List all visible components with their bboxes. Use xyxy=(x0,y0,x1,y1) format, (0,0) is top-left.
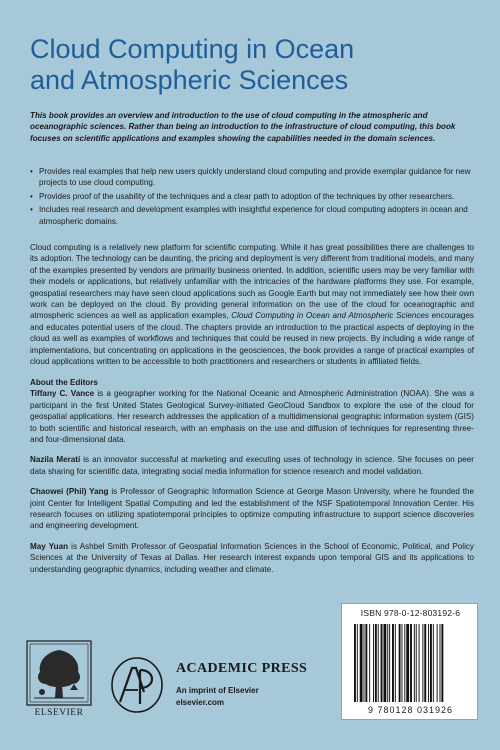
editor-bio-text: is a geographer working for the National Oceanic and Atmospheric Administration (NOAA). She was a participant in the first United States Geological Survey-initiated GeoCloud Sandbox to explore the use of the cloud for geospatial applications. Her research addresses the application of a multidimensional geographic information system (GIS) to both scientific and historical research, with an emphasis on the use and diffusion of techniques for representing three- and four-dimensional data. xyxy=(30,389,475,445)
barcode-bar xyxy=(406,624,409,702)
barcode-bar xyxy=(430,624,432,702)
barcode-bar xyxy=(357,624,358,702)
feature-item: • Provides real examples that help new users quickly understand cloud computing and provide exemplar guidance for new projects to use cloud computing. xyxy=(30,166,474,189)
barcode-bar xyxy=(437,624,438,702)
editor-bio xyxy=(30,388,474,445)
editor-bio xyxy=(30,454,474,477)
isbn-barcode-box xyxy=(341,603,478,720)
about-editors xyxy=(30,377,474,584)
barcode-bar xyxy=(416,624,417,702)
editor-name: Nazila Merati xyxy=(30,455,81,465)
barcode-bar xyxy=(378,624,379,702)
barcode-bar xyxy=(414,624,415,702)
barcode-bar xyxy=(369,624,370,702)
description-paragraph xyxy=(30,242,474,367)
book-title-inline: Cloud Computing in Ocean and Atmospheric Sciences xyxy=(231,311,429,321)
book-title xyxy=(30,34,470,96)
editor-bio-text: is Ashbel Smith Professor of Geospatial Information Sciences in the School of Economic, Political, and Policy Sciences at the University of Texas at Dallas. Her research interest expands upon temporal GIS and its applications to understanding geographic dynamics, including weather and climate. xyxy=(30,541,474,574)
academic-press-logo-icon xyxy=(110,656,164,714)
barcode-bar xyxy=(373,624,374,702)
barcode-bar xyxy=(392,624,394,702)
barcode-bar xyxy=(383,624,386,702)
elsevier-label: ELSEVIER xyxy=(34,708,84,718)
description-text: Cloud computing is a relatively new platform for scientific computing. While it has great possibilities there are challenges to its adoption. The technology can be daunting, the pricing and deployment is very different from traditional models, and many of the examples presented by vendors are primarily business oriented. In addition, scientific users may be very familiar with their models or applications, but relatively unfamiliar with the intricacies of the hardware platforms they use. For example, geospatial researchers may have seen cloud applications such as Google Earth but may not immediately see how their own work can be deployed on the cloud. By providing general information on the use of the cloud for oceanographic and atmospheric sciences as well as application examples, xyxy=(30,243,474,321)
barcode-bar xyxy=(360,624,363,702)
barcode-bar xyxy=(354,624,356,702)
barcode-bar xyxy=(428,624,429,702)
editor-name: May Yuan xyxy=(30,541,69,551)
editor-bio-text: is Professor of Geographic Information Science at George Mason University, where he founded the joint Center for Intelligent Spatial Computing and led the establishment of the NSF Spatiotemporal Innovation Center. His research focuses on utilizing spatiotemporal principles to optimize computing infrastructure to support science discoveries and engineering development. xyxy=(30,487,474,531)
barcode-bar xyxy=(419,624,420,702)
editor-bio-text: is an innovator successful at marketing and executing uses of technology in science. She focuses on peer data sharing for scientific data, integrating social media information for science research and model validation. xyxy=(30,455,475,476)
barcode-bar xyxy=(433,624,434,702)
barcode-bar xyxy=(381,624,383,702)
feature-item: • Includes real research and development examples with insightful experience for cloud computing adopters in ocean and atmospheric domains. xyxy=(30,204,474,227)
barcode-bar xyxy=(395,624,396,702)
barcode-bar xyxy=(422,624,423,702)
barcode-bar xyxy=(402,624,403,702)
editor-bio xyxy=(30,541,474,575)
publisher-name: ACADEMIC PRESS xyxy=(176,661,308,676)
feature-list xyxy=(30,166,474,229)
barcode-number: 9 780128 031926 xyxy=(367,705,454,715)
barcode-bar xyxy=(441,624,443,702)
barcode-bar xyxy=(365,624,367,702)
title-line-2: and Atmospheric Sciences xyxy=(30,65,349,95)
barcode-icon xyxy=(342,604,479,704)
barcode-bar xyxy=(440,624,441,702)
feature-item: • Provides proof of the usability of the techniques and a clear path to adoption of the techniques by other researchers. xyxy=(30,191,474,202)
editor-name: Tiffany C. Vance xyxy=(30,389,95,399)
publisher-url: elsevier.com xyxy=(176,698,225,707)
editor-bio xyxy=(30,486,474,532)
isbn-text: ISBN 978-0-12-803192-6 xyxy=(360,608,461,618)
barcode-bar xyxy=(364,624,365,702)
barcode-bar xyxy=(410,624,412,702)
editors-heading: About the Editors xyxy=(30,378,98,387)
barcode-bar xyxy=(404,624,405,702)
barcode-bar xyxy=(387,624,388,702)
barcode-bar xyxy=(424,624,426,702)
publisher-imprint: An imprint of Elsevier xyxy=(176,686,259,695)
barcode-bar xyxy=(389,624,390,702)
title-line-1: Cloud Computing in Ocean xyxy=(30,34,355,64)
barcode-bar xyxy=(399,624,401,702)
editor-name: Chaowei (Phil) Yang xyxy=(30,487,109,497)
intro-paragraph: This book provides an overview and introduction to the use of cloud computing in the atmospheric and oceanographic sciences. Rather than being an introduction to the infrastructure of cloud computing, this book focuses on scientific applications and examples showing the capabilities needed in the domain sciences. xyxy=(30,111,456,143)
description-text-cont: encourages and educates potential users of the cloud. The chapters provide an introduction to the practical aspects of deploying in the cloud as well as examples of workflows and techniques that could be reused in new projects. By including a wide range of implementations, but concentrating on applications in the geosciences, the book provides a range of practical examples of cloud applications written to be accessible to both practitioners and researchers or students in affiliated fields. xyxy=(30,311,474,367)
barcode-bar xyxy=(375,624,377,702)
